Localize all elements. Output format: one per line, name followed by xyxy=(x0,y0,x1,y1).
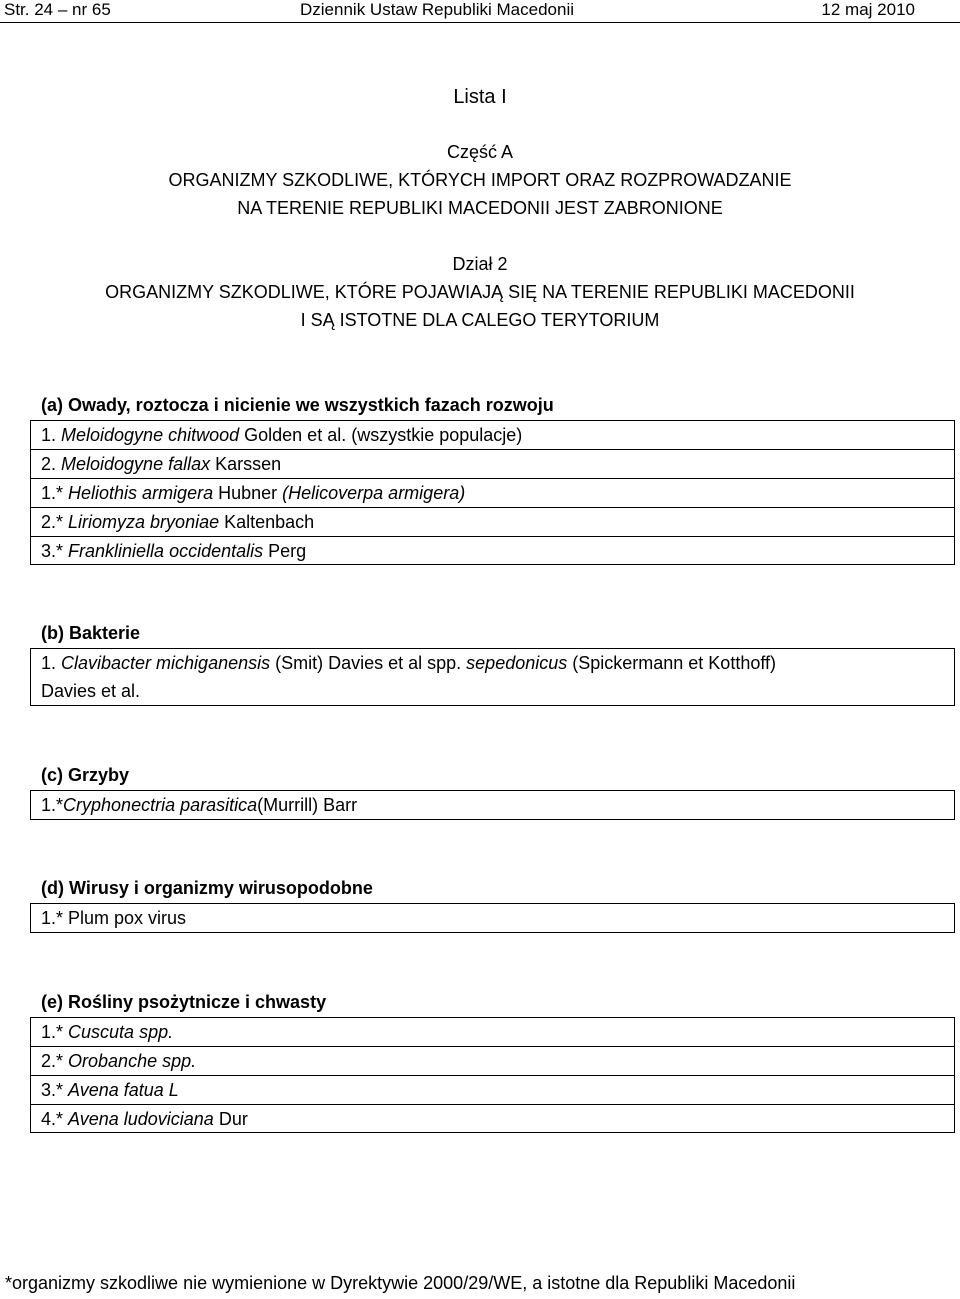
group-d-heading: (d) Wirusy i organizmy wirusopodobne xyxy=(41,878,373,898)
list-item: 2.* Liriomyza bryoniae Kaltenbach xyxy=(31,507,954,536)
list-item: 1.*Cryphonectria parasitica(Murrill) Barr xyxy=(41,795,358,815)
group-d-table xyxy=(30,878,955,933)
part-line-1: ORGANIZMY SZKODLIWE, KTÓRYCH IMPORT ORAZ ROZPROWADZANIE xyxy=(168,170,792,190)
issue-date: 12 maj 2010 xyxy=(821,0,915,19)
list-item: 2. Meloidogyne fallax Karssen xyxy=(31,449,954,478)
section-line-2: I SĄ ISTOTNE DLA CALEGO TERYTORIUM xyxy=(300,310,660,330)
group-e-heading: (e) Rośliny psożytnicze i chwasty xyxy=(41,992,327,1012)
page-number: Str. 24 – nr 65 xyxy=(4,0,111,19)
group-a-table xyxy=(30,395,955,565)
list-item: 3.* Frankliniella occidentalis Perg xyxy=(31,536,954,565)
list-item: 1.* Heliothis armigera Hubner (Helicoverpa armigera) xyxy=(31,478,954,507)
part-line-2: NA TERENIE REPUBLIKI MACEDONII JEST ZABRONIONE xyxy=(237,198,723,218)
list-item: 4.* Avena ludoviciana Dur xyxy=(31,1104,954,1133)
list-item: 1.* Cuscuta spp. xyxy=(41,1022,174,1042)
list-item: 3.* Avena fatua L xyxy=(31,1075,954,1104)
part-title: Część A xyxy=(446,142,514,162)
footnote: *organizmy szkodliwe nie wymienione w Dyrektywie 2000/29/WE, a istotne dla Republiki Macedonii xyxy=(5,1273,796,1293)
group-b-table xyxy=(30,623,955,706)
journal-title: Dziennik Ustaw Republiki Macedonii xyxy=(300,0,575,19)
group-c-heading: (c) Grzyby xyxy=(41,765,130,785)
section-title: Dział 2 xyxy=(452,254,508,274)
group-b-heading: (b) Bakterie xyxy=(41,623,141,643)
group-e-table xyxy=(30,992,955,1133)
list-item: 1.* Plum pox virus xyxy=(41,908,187,928)
group-a-heading: (a) Owady, roztocza i nicienie we wszystkich fazach rozwoju xyxy=(41,395,554,415)
page-header xyxy=(0,0,960,23)
group-c-table xyxy=(30,765,955,820)
list-item: 2.* Orobanche spp. xyxy=(31,1046,954,1075)
section-line-1: ORGANIZMY SZKODLIWE, KTÓRE POJAWIAJĄ SIĘ NA TERENIE REPUBLIKI MACEDONII xyxy=(105,282,855,302)
list-item: 1. Clavibacter michiganensis (Smit) Davies et al spp. sepedonicus (Spickermann et Kotthoff) Davies et al. xyxy=(41,653,777,701)
list-title: Lista I xyxy=(453,86,507,108)
list-item: 1. Meloidogyne chitwood Golden et al. (wszystkie populacje) xyxy=(41,425,523,445)
